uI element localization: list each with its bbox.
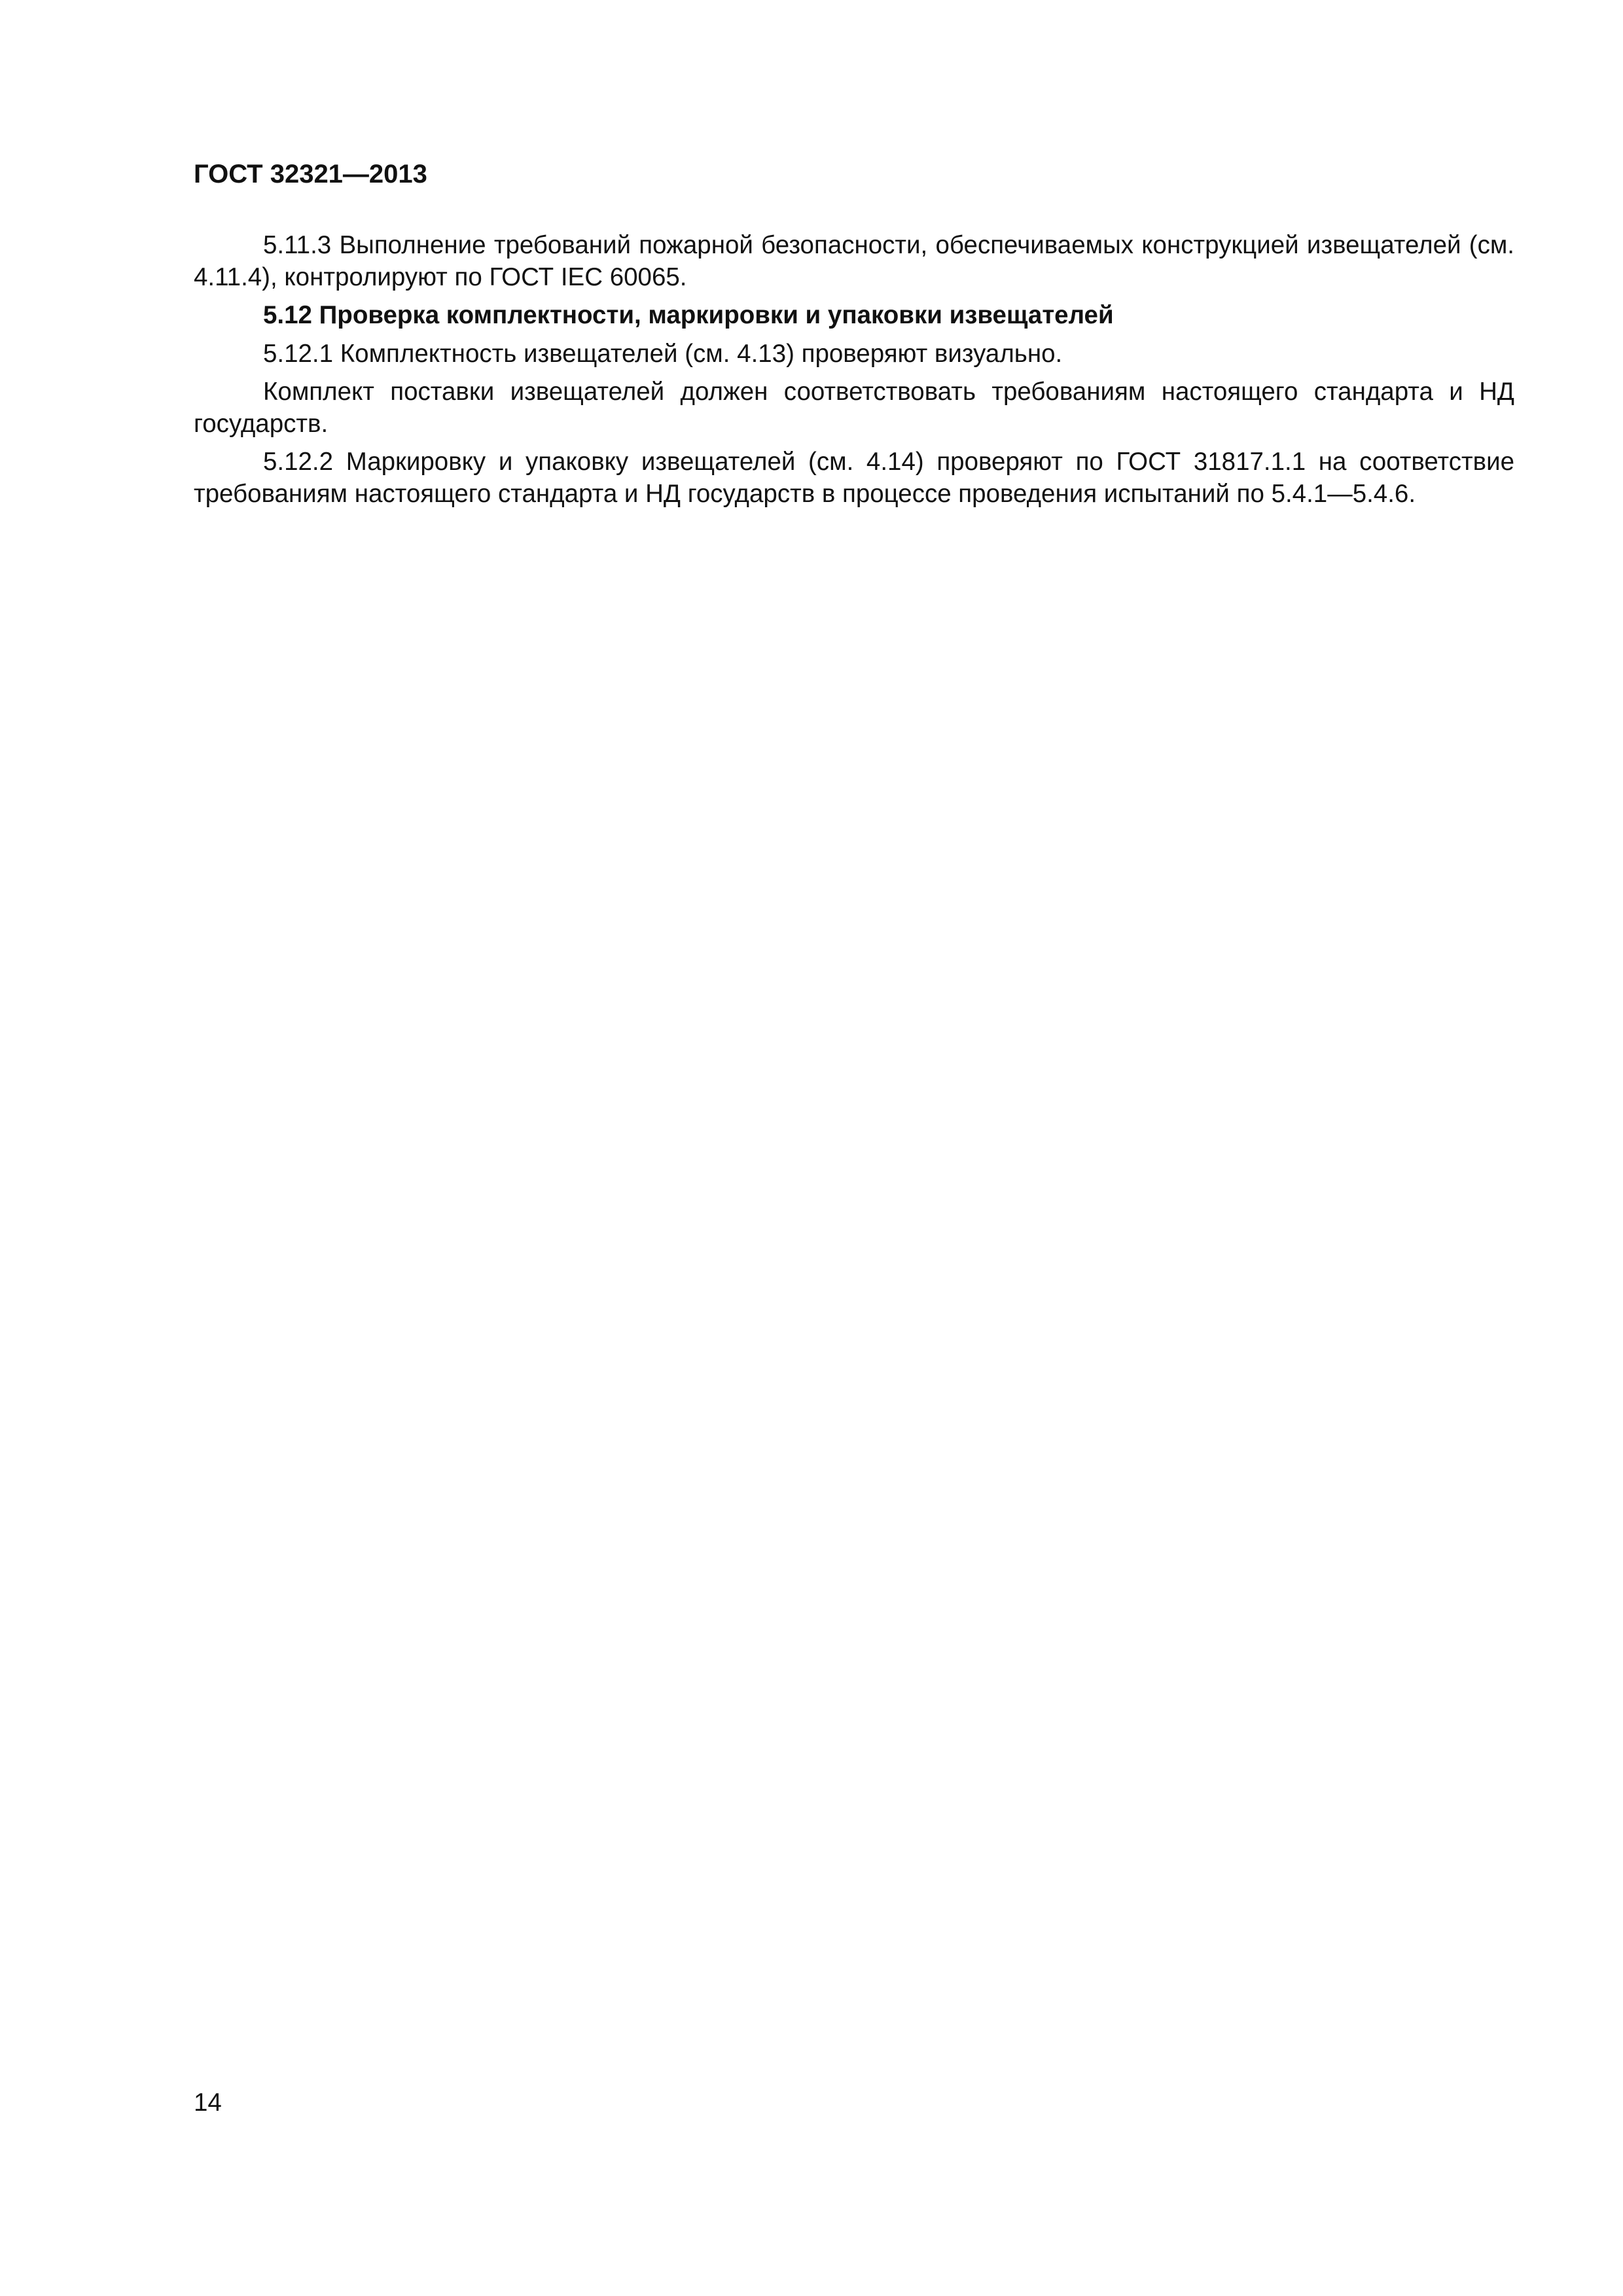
paragraph-delivery-set: Комплект поставки извещателей должен соответствовать требованиям настоящего стандарта и НД государств.	[194, 378, 1514, 438]
paragraph-5-11-3: 5.11.3 Выполнение требований пожарной безопасности, обеспечиваемых конструкцией извещателей (см. 4.11.4), контролируют по ГОСТ IEC 60065.	[194, 231, 1514, 291]
page-number: 14	[194, 2089, 222, 2117]
document-body	[194, 229, 1514, 516]
paragraph-5-12-2: 5.12.2 Маркировку и упаковку извещателей (см. 4.14) проверяют по ГОСТ 31817.1.1 на соответствие требованиям настоящего стандарта и НД государств в процессе проведения испытаний по 5.4.1—5.4.6.	[194, 448, 1514, 508]
section-heading-5-12: 5.12 Проверка комплектности, маркировки и упаковки извещателей	[263, 301, 1114, 329]
paragraph-5-12-1: 5.12.1 Комплектность извещателей (см. 4.13) проверяют визуально.	[263, 340, 1063, 368]
standard-id-header: ГОСТ 32321—2013	[194, 160, 427, 188]
